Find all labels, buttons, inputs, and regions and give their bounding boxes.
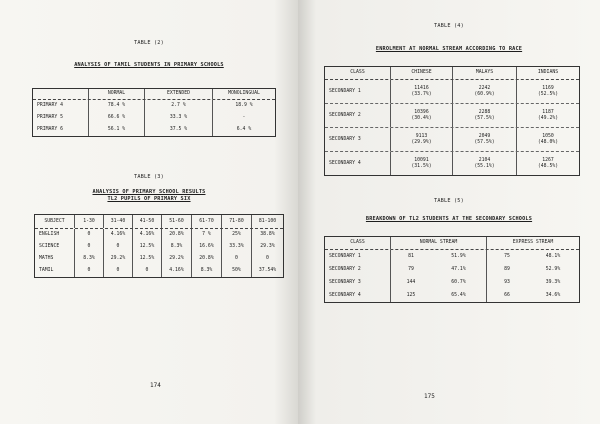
table3-title: TABLE (3): [134, 174, 164, 180]
header-cell: CLASS: [325, 237, 391, 249]
table-row: [325, 289, 579, 302]
row-label: SCIENCE: [35, 241, 75, 253]
table-row: [33, 100, 275, 112]
table-cell: 10396 (30.4%): [391, 104, 453, 127]
table-cell: 18.9 %: [235, 103, 253, 108]
header-row: [35, 215, 283, 229]
table-cell: 60.7%: [431, 276, 487, 289]
table-cell: 37.54%: [258, 268, 277, 273]
header-cell: 1-30: [75, 215, 104, 228]
header-cell: NORMAL STREAM: [391, 237, 487, 249]
header-cell: MONOLINGUAL: [228, 91, 260, 96]
table-cell: 75: [504, 253, 510, 259]
table2-subtitle: ANALYSIS OF TAMIL STUDENTS IN PRIMARY SCHOOLS: [74, 62, 224, 68]
table-cell: 0: [104, 241, 133, 253]
table-cell: 9113 (29.9%): [391, 128, 453, 151]
table-cell: 0: [75, 229, 104, 241]
row-label: PRIMARY 4: [33, 100, 89, 112]
table-cell: 2.7 %: [145, 100, 213, 112]
table3: [34, 214, 284, 278]
header-cell: CLASS: [325, 67, 391, 79]
header-cell: 71-80: [222, 215, 252, 228]
header-cell: 41-50: [133, 215, 162, 228]
table-cell: 0: [266, 256, 269, 261]
right-page: [298, 0, 600, 424]
header-row: [33, 89, 275, 100]
table-row: [33, 112, 275, 124]
row-label: SECONDARY 1: [325, 80, 391, 103]
table-cell: 16.6%: [192, 241, 222, 253]
table-cell: 1267 (48.5%): [537, 157, 559, 169]
row-label: SECONDARY 2: [325, 104, 391, 127]
table-row: [325, 276, 579, 289]
row-label: SECONDARY 3: [325, 128, 391, 151]
header-cell: 81-100: [258, 218, 277, 224]
table-cell: 8.3%: [162, 241, 192, 253]
left-page: [0, 0, 298, 424]
row-label: PRIMARY 6: [33, 124, 89, 136]
header-cell: EXPRESS STREAM: [512, 240, 554, 245]
header-cell: SUBJECT: [35, 215, 75, 228]
header-row: [325, 237, 579, 250]
table-cell: 0: [75, 241, 104, 253]
table-cell: 4.16%: [133, 229, 162, 241]
page-number-left: 174: [150, 382, 161, 389]
table-cell: 81: [408, 253, 414, 259]
table-cell: 39.3%: [545, 279, 561, 285]
table-cell: 11416 (33.7%): [391, 80, 453, 103]
table-row: [35, 241, 283, 253]
table-cell: 1187 (49.2%): [537, 109, 559, 121]
table4-title: TABLE (4): [434, 23, 464, 29]
table-cell: 6.4 %: [236, 127, 252, 132]
table-row: [35, 229, 283, 241]
table-cell: 89: [504, 266, 510, 272]
table5-subtitle: BREAKDOWN OF TL2 STUDENTS AT THE SECONDARY SCHOOLS: [365, 216, 533, 222]
page-number-right: 175: [424, 393, 435, 400]
header-row: [325, 67, 579, 80]
table-cell: 47.1%: [431, 263, 487, 276]
table-cell: 33.3 %: [145, 112, 213, 124]
table-cell: 2104 (55.1%): [453, 152, 517, 175]
table-cell: 50%: [222, 265, 252, 277]
row-label: PRIMARY 5: [33, 112, 89, 124]
header-cell: 31-40: [104, 215, 133, 228]
table-cell: 56.1 %: [89, 124, 145, 136]
table-cell: 25%: [222, 229, 252, 241]
table4-subtitle: ENROLMENT AT NORMAL STREAM ACCORDING TO RACE: [375, 46, 523, 52]
table-cell: 12.5%: [133, 253, 162, 265]
table-cell: 51.9%: [431, 250, 487, 263]
table-cell: 12.5%: [133, 241, 162, 253]
table-cell: 2288 (57.5%): [453, 104, 517, 127]
table-row: [325, 151, 579, 175]
table-row: [325, 263, 579, 276]
table-cell: 4.16%: [104, 229, 133, 241]
header-cell: CHINESE: [391, 67, 453, 79]
table2: [32, 88, 276, 137]
table-cell: -: [242, 115, 246, 120]
table-cell: 0: [133, 265, 162, 277]
table3-subtitle-1: ANALYSIS OF PRIMARY SCHOOL RESULTS: [92, 189, 206, 195]
table-cell: 4.16%: [162, 265, 192, 277]
table-row: [325, 103, 579, 127]
row-label: MATHS: [35, 253, 75, 265]
table-cell: 78.4 %: [89, 100, 145, 112]
table-cell: 125: [406, 292, 416, 298]
table-cell: 93: [504, 279, 510, 285]
table-cell: 0: [104, 265, 133, 277]
table-cell: 79: [408, 266, 414, 272]
table-cell: 66.6 %: [89, 112, 145, 124]
table-cell: 34.6%: [545, 292, 561, 298]
table-cell: 7 %: [192, 229, 222, 241]
table-row: [325, 80, 579, 103]
table2-title: TABLE (2): [134, 40, 164, 46]
table-row: [325, 250, 579, 263]
table-cell: 2049 (57.5%): [453, 128, 517, 151]
table-cell: 8.3%: [75, 253, 104, 265]
row-label: SECONDARY 4: [325, 289, 391, 302]
table5-title: TABLE (5): [434, 198, 464, 204]
table-cell: 20.8%: [162, 229, 192, 241]
row-label: SECONDARY 4: [325, 152, 391, 175]
table-cell: 20.8%: [192, 253, 222, 265]
table5: [324, 236, 580, 303]
table-cell: 29.2%: [162, 253, 192, 265]
table-cell: 0: [222, 253, 252, 265]
table-cell: 65.4%: [431, 289, 487, 302]
row-label: SECONDARY 3: [325, 276, 391, 289]
table-cell: 29.2%: [104, 253, 133, 265]
header-cell: 61-70: [192, 215, 222, 228]
table-cell: 52.9%: [545, 266, 561, 272]
table-cell: 144: [406, 279, 416, 285]
table-cell: 37.5 %: [145, 124, 213, 136]
table-cell: 0: [75, 265, 104, 277]
header-cell: 51-60: [162, 215, 192, 228]
table-cell: 29.3%: [260, 244, 275, 249]
table-row: [33, 124, 275, 136]
table-cell: 1169 (52.5%): [537, 85, 559, 97]
table-cell: 48.1%: [545, 253, 561, 259]
row-label: SECONDARY 1: [325, 250, 391, 263]
table-cell: 33.3%: [222, 241, 252, 253]
table-cell: 1050 (48.0%): [537, 133, 559, 145]
table-cell: 66: [504, 292, 510, 298]
table-cell: 2242 (60.9%): [453, 80, 517, 103]
table4: [324, 66, 580, 176]
table-row: [325, 127, 579, 151]
table-cell: 38.8%: [260, 232, 275, 237]
table-row: [35, 253, 283, 265]
table-row: [35, 265, 283, 277]
row-label: ENGLISH: [35, 229, 75, 241]
table-cell: 10091 (31.5%): [391, 152, 453, 175]
table3-subtitle-2: TL2 PUPILS OF PRIMARY SIX: [107, 196, 191, 202]
row-label: TAMIL: [35, 265, 75, 277]
row-label: SECONDARY 2: [325, 263, 391, 276]
header-cell: [33, 89, 89, 99]
header-cell: INDIANS: [537, 70, 559, 75]
header-cell: EXTENDED: [145, 89, 213, 99]
table-cell: 8.3%: [192, 265, 222, 277]
header-cell: MALAYS: [453, 67, 517, 79]
header-cell: NORMAL: [89, 89, 145, 99]
